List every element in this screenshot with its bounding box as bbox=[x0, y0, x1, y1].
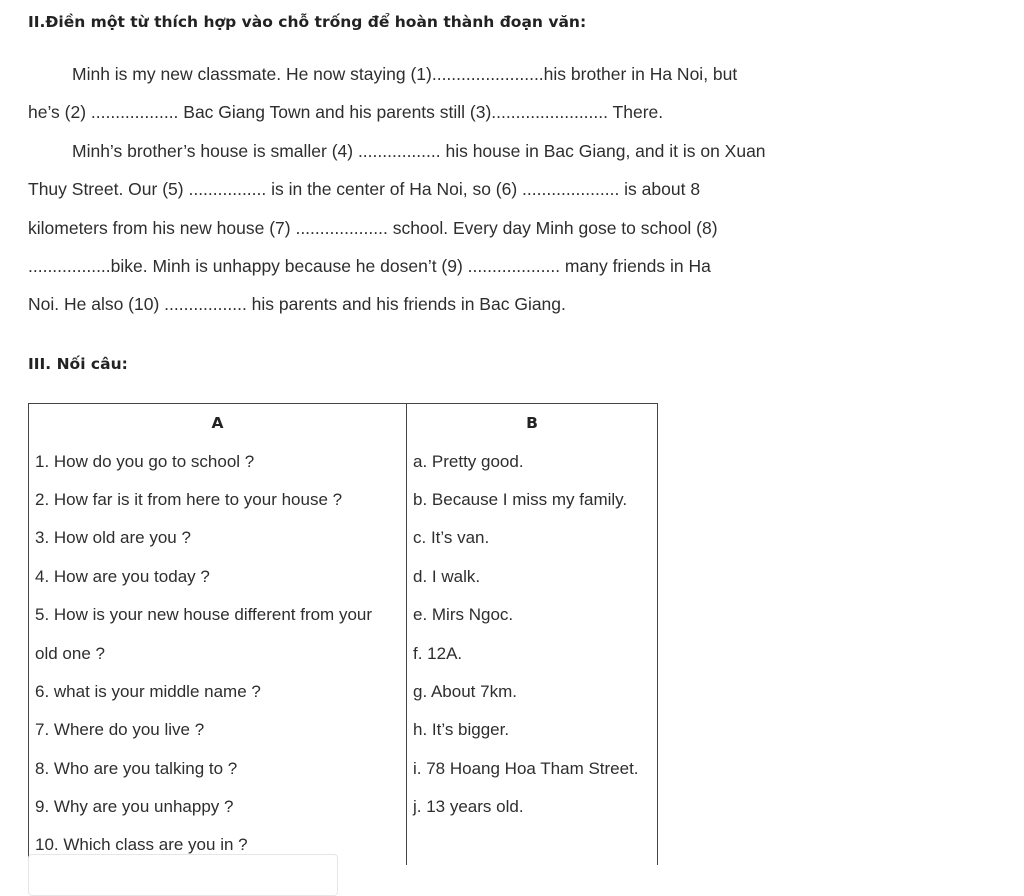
question-cell: 3. How old are you ? bbox=[29, 519, 407, 557]
question-cell: 1. How do you go to school ? bbox=[29, 442, 407, 480]
table-row bbox=[29, 788, 658, 826]
answer-cell bbox=[407, 826, 658, 864]
question-cell: 2. How far is it from here to your house ? bbox=[29, 481, 407, 519]
column-b-header: B bbox=[407, 404, 658, 443]
answer-cell: e. Mirs Ngoc. bbox=[407, 596, 658, 634]
question-cell: 6. what is your middle name ? bbox=[29, 673, 407, 711]
paragraph-line: he’s (2) .................. Bac Giang Town and his parents still (3)........................ There. bbox=[28, 102, 664, 122]
paragraph-line: Minh is my new classmate. He now staying (1).......................his brother in Ha Noi, but bbox=[72, 64, 738, 84]
table-row bbox=[29, 558, 658, 596]
paragraph-line: Minh’s brother’s house is smaller (4) ................. his house in Bac Giang, and it is on Xuan bbox=[72, 141, 766, 161]
table-row bbox=[29, 634, 658, 672]
answer-cell: j. 13 years old. bbox=[407, 788, 658, 826]
table-header-row bbox=[29, 404, 658, 443]
answer-cell: h. It’s bigger. bbox=[407, 711, 658, 749]
question-cell: 10. Which class are you in ? bbox=[29, 826, 407, 864]
paragraph-line: Thuy Street. Our (5) ................ is in the center of Ha Noi, so (6) .................... is about 8 bbox=[28, 179, 701, 199]
answer-cell: c. It’s van. bbox=[407, 519, 658, 557]
answer-cell: g. About 7km. bbox=[407, 673, 658, 711]
paragraph-line: Noi. He also (10) ................. his parents and his friends in Bac Giang. bbox=[28, 294, 566, 314]
question-cell: 7. Where do you live ? bbox=[29, 711, 407, 749]
table-row bbox=[29, 750, 658, 788]
question-cell: 9. Why are you unhappy ? bbox=[29, 788, 407, 826]
question-cell: 4. How are you today ? bbox=[29, 558, 407, 596]
bottom-overlay-box bbox=[28, 854, 338, 896]
column-a-header: A bbox=[29, 404, 407, 443]
question-cell: 5. How is your new house different from your bbox=[29, 596, 407, 634]
answer-cell: b. Because I miss my family. bbox=[407, 481, 658, 519]
paragraph-line: .................bike. Minh is unhappy because he dosen’t (9) ................... many friends in Ha bbox=[28, 256, 711, 276]
section-2-title: II.Điền một từ thích hợp vào chỗ trống để hoàn thành đoạn văn: bbox=[28, 13, 587, 31]
answer-cell: f. 12A. bbox=[407, 634, 658, 672]
section-3-title: III. Nối câu: bbox=[28, 355, 128, 373]
table-row bbox=[29, 442, 658, 480]
table-row bbox=[29, 673, 658, 711]
table-row bbox=[29, 519, 658, 557]
table-row bbox=[29, 711, 658, 749]
paragraph-line: kilometers from his new house (7) ................... school. Every day Minh gose to school (8) bbox=[28, 218, 718, 238]
answer-cell: i. 78 Hoang Hoa Tham Street. bbox=[407, 750, 658, 788]
table-row bbox=[29, 481, 658, 519]
table-row bbox=[29, 596, 658, 634]
question-cell: 8. Who are you talking to ? bbox=[29, 750, 407, 788]
answer-cell: a. Pretty good. bbox=[407, 442, 658, 480]
answer-cell: d. I walk. bbox=[407, 558, 658, 596]
question-cell: old one ? bbox=[29, 634, 407, 672]
matching-table bbox=[28, 403, 658, 865]
